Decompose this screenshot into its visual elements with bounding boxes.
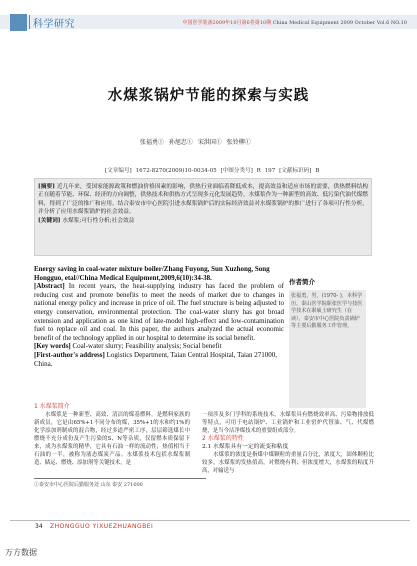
first-author-address-label: [First-author's address]: [34, 350, 105, 359]
section-logo-icon: [10, 14, 27, 31]
author-bio-title: 作者简介: [289, 278, 315, 286]
first-author-address: [34, 351, 284, 368]
section-heading-1: 1 水煤浆简介: [34, 403, 70, 410]
body-column-left: [34, 403, 190, 467]
chinese-abstract: [38, 183, 368, 225]
doc-code: [文献标识码] B: [279, 168, 320, 174]
english-keywords-label: [Key words]: [34, 342, 71, 351]
english-abstract-label: [Abstract]: [34, 282, 65, 291]
abstract-label: [摘要]: [38, 184, 55, 190]
body-paragraph-2: 一项涉及多门学科的系统技术，水煤浆具有燃烧效率高、污染物排放低等特点，可用于电站锅炉、工业锅炉和工业窑炉代替油、气、代煤燃烧，是当今洁净煤技术的重要组成部分。: [202, 412, 374, 435]
keywords-text: 水煤浆;可行性分析;社会效益: [62, 217, 135, 224]
english-abstract-text: In recent years, the heat-supplying industry has faced the problem of reducing cost and promote benefits to meet the needs of market due to changes in national energy policy and increase in price of oil. The fuel structure is being adjusted to energy conservation, environmental protection. The coal-water slurry has got broad extension and application as one kind of late-model high-effect and low-contamination fuel to replace oil and coal. In this paper, the authors analyzed the actual economic benefit of the technology applied in our hospital to determine its social benefit.: [34, 282, 285, 342]
section-name: 科学研究: [33, 19, 75, 30]
doc-number: [文章编号] 1672-8270(2009)10-0034-05: [105, 168, 217, 174]
english-keywords-text: Coal-water slurry; Feasibility analysis; Social benefit: [72, 342, 222, 351]
clc-number: [中图分类号] R 197: [220, 168, 276, 174]
english-abstract-body: [34, 282, 284, 342]
body-paragraph-1-text: 水煤浆是一种新型、高效、清洁的煤基燃料，是燃料家族的新成员，它是由65%+1不同分布的煤，35%+1的水和约1%的化学添加剂制成的混合物，经过多道严密工序，层层筛选煤长中燃烧不充分成份及产生污染的S、N等杂质，仅留燃本质保留下来，成为水煤浆的精华，它具有石油一样的流动性，热值相当于石油的一半，被称为液态煤炭产品。水煤浆技术包括水煤浆制造、储运、燃烧、添加剂等关键技术，是: [34, 412, 190, 467]
article-title: 水煤浆锅炉节能的探索与实践: [107, 88, 310, 104]
page-header: [0, 0, 417, 36]
header-divider: [29, 15, 30, 29]
body-paragraph-1: [34, 411, 190, 467]
english-title-citation: Energy saving in coal-water mixture boiler/Zhang Fuyong, Sun Xuzhong, Song Hongguo, etal//China Medical Equipment,2009,6(10):34-38.: [34, 265, 270, 282]
english-keywords: [34, 342, 284, 351]
page-number: 34: [35, 523, 43, 530]
journal-citation-line: [182, 19, 407, 26]
author-list: 张福勇① 孙旭忠① 宋洪国① 张铃柳①: [140, 139, 251, 146]
author-bio-text: 张福勇，男，(1970- )，本科学历，泰山医学院职张医学与技医学技术在职硕士研究生（在读），泰安市中心医院负责锅炉等主要后勤服务工作管理。: [291, 293, 363, 329]
footer-journal-name: ZHONGGUO YIXUEZHUANGBEI: [50, 523, 154, 530]
body-column-right: [202, 411, 374, 475]
database-watermark: 万方数据: [5, 548, 37, 557]
abstract-text: 近几年来，受国家能源政策和燃油价格因素的影响，供热行业面临着降低成本，提高效益和适应市场的需要，供热燃料结构正在随着节能、环保、经济的方向调整，供热技术和供热方式呈现多元化发展趋势。水煤浆作为一种新型的高效、低污染代油代煤燃料，得到了广泛的推广和应用。结合泰安市中心医院引进水煤浆锅炉后的实际经济效益对水煤浆锅炉的推广进行了各项可行性分析，并分析了应用水煤浆锅炉的社会效益。: [38, 184, 368, 216]
subsection-heading-2-1: 2.1 水煤浆具有一定的流变和粘度: [202, 444, 289, 451]
footer-rule: [10, 520, 410, 521]
body-paragraph-3-text: 水煤浆的浓度是指煤中煤颗粒的重量百分比，浓度大，固体颗粒比较多，水煤浆的发热值高，对燃烧有利；但浓度增大，水煤浆的粘度升高，对输送与: [202, 452, 374, 475]
journal-citation-cn: 中国医学装备2009年10月第6卷第10期: [182, 20, 272, 26]
first-author-address-text: Logistics Department, Taian Central Hospital, Taian 271000, China.: [34, 350, 278, 368]
affiliation-footnote: ①泰安市中心医院后勤服务处 山东 泰安 271000: [34, 478, 206, 488]
section-heading-2: 2 水煤浆的特性: [202, 435, 244, 443]
body-paragraph-3: [202, 451, 374, 475]
journal-citation-en: China Medical Equipment 2009 October Vol.6 NO.10: [272, 20, 407, 26]
keywords-label: [关键词]: [38, 217, 61, 224]
article-meta: [105, 166, 319, 174]
english-abstract: [34, 265, 284, 368]
